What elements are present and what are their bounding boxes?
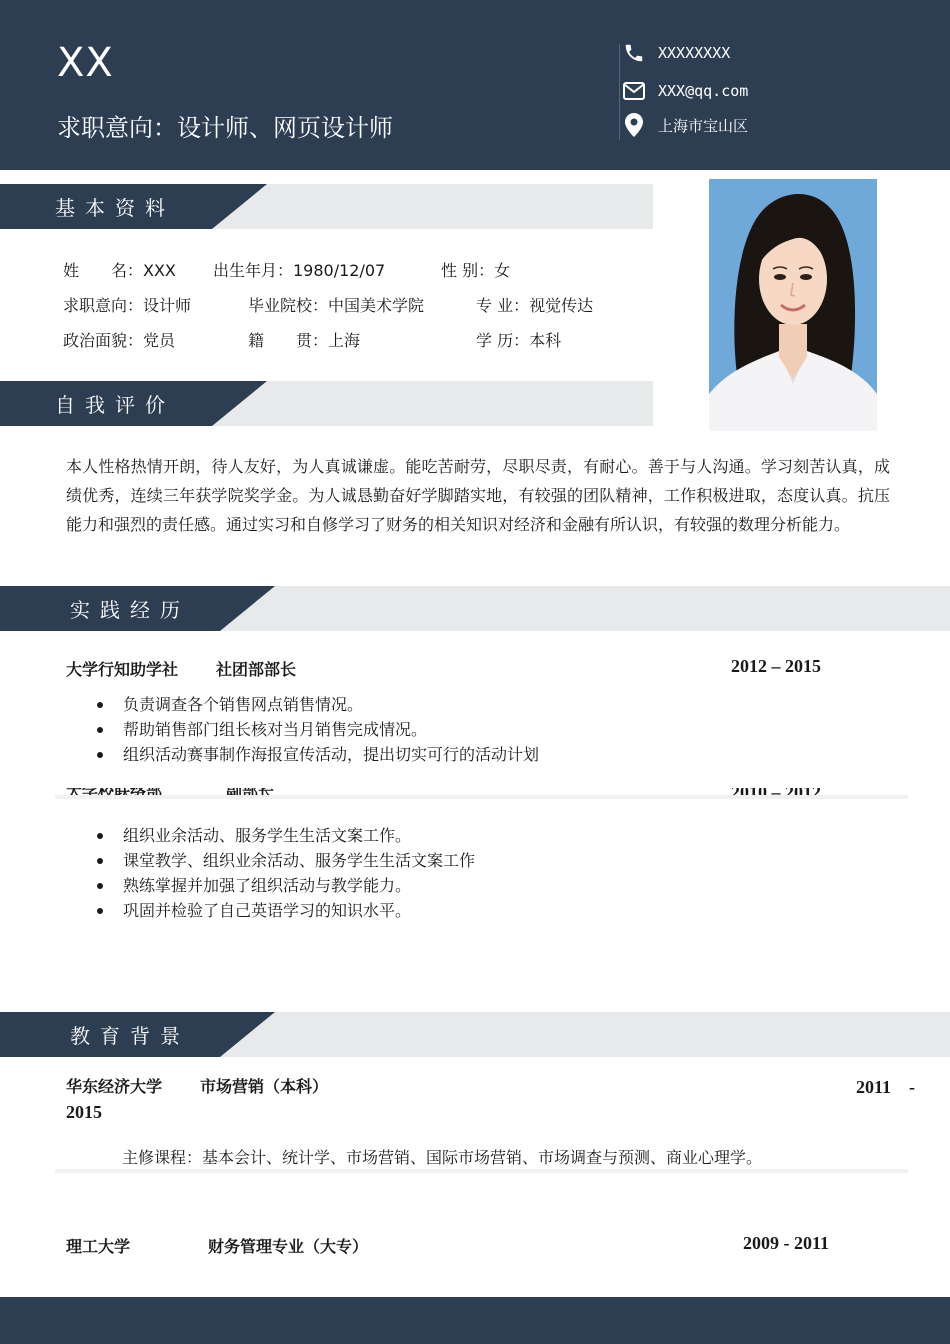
info-name: 姓 名：XXX (63, 261, 176, 280)
info-major: 专 业：视觉传达 (476, 296, 594, 315)
practice-1-list (97, 692, 539, 767)
candidate-name: XX (57, 40, 114, 86)
info-political: 政治面貌：党员 (63, 331, 176, 350)
self-eval-text: 本人性格热情开朗，待人友好，为人真诚谦虚。能吃苦耐劳，尽职尽责，有耐心。善于与人沟通。学习刻苦认真，成绩优秀，连续三年获学院奖学金。为人诚恳勤奋好学脚踏实地，有较强的团队精神，工作积极进取，态度认真。抗压能力和强烈的责任感。通过实习和自修学习了财务的相关知识对经济和金融有所认识，有较强的数理分析能力。 (66, 457, 890, 534)
list-item: 组织业余活动、服务学生生活文案工作。 (97, 823, 475, 848)
info-gender: 性 别：女 (441, 261, 511, 280)
list-item: 组织活动赛事制作海报宣传活动，提出切实可行的活动计划 (97, 742, 539, 767)
practice-2-list (97, 823, 475, 923)
info-birth: 出生年月：1980/12/07 (213, 261, 386, 280)
info-degree: 学 历：本科 (476, 331, 562, 350)
edu-1-courses: 主修课程：基本会计、统计学、市场营销、国际市场营销、市场调查与预测、商业心理学。 (122, 1148, 763, 1167)
info-hometown: 籍 贯：上海 (248, 331, 361, 350)
entry-divider (55, 1169, 908, 1173)
list-item: 课堂教学、组织业余活动、服务学生生活文案工作 (97, 848, 475, 873)
contact-divider (619, 44, 620, 140)
location-pin-icon (622, 113, 646, 137)
edu-1-date-start: 2011 - (856, 1077, 916, 1097)
list-item: 熟练掌握并加强了组织活动与教学能力。 (97, 873, 475, 898)
contact-email (622, 79, 748, 103)
edu-1-school: 华东经济大学 (66, 1077, 163, 1096)
profile-photo (709, 179, 877, 431)
header-banner (0, 0, 950, 170)
envelope-icon (622, 79, 646, 103)
address-text: 上海市宝山区 (658, 116, 749, 135)
phone-number: XXXXXXXX (658, 44, 731, 62)
contact-address (622, 113, 748, 137)
info-intent: 求职意向：设计师 (63, 296, 192, 315)
edu-2-school: 理工大学 (66, 1237, 131, 1256)
section-title-practice: 实践经历 (0, 586, 220, 631)
list-item: 巩固并检验了自己英语学习的知识水平。 (97, 898, 475, 923)
entry-divider (55, 795, 908, 799)
practice-1-org: 大学行知助学社 (66, 660, 179, 679)
edu-1-major: 市场营销（本科） (200, 1077, 329, 1096)
edu-2-date: 2009 - 2011 (743, 1233, 830, 1253)
edu-2-major: 财务管理专业（大专） (208, 1237, 369, 1256)
job-intent: 求职意向：设计师、网页设计师 (57, 114, 393, 142)
edu-1-date-end: 2015 (66, 1102, 102, 1122)
list-item: 帮助销售部门组长核对当月销售完成情况。 (97, 717, 539, 742)
practice-1-date: 2012 – 2015 (731, 656, 821, 676)
section-title-self-eval: 自我评价 (0, 381, 212, 426)
section-title-education: 教育背景 (0, 1012, 220, 1057)
phone-icon (622, 41, 646, 65)
list-item: 负责调查各个销售网点销售情况。 (97, 692, 539, 717)
contact-phone (622, 41, 730, 65)
section-title-basic: 基本资料 (0, 184, 212, 229)
info-school: 毕业院校：中国美术学院 (248, 296, 425, 315)
footer-bar (0, 1297, 950, 1344)
practice-1-role: 社团部部长 (216, 660, 297, 679)
email-address: XXX@qq.com (658, 82, 749, 100)
